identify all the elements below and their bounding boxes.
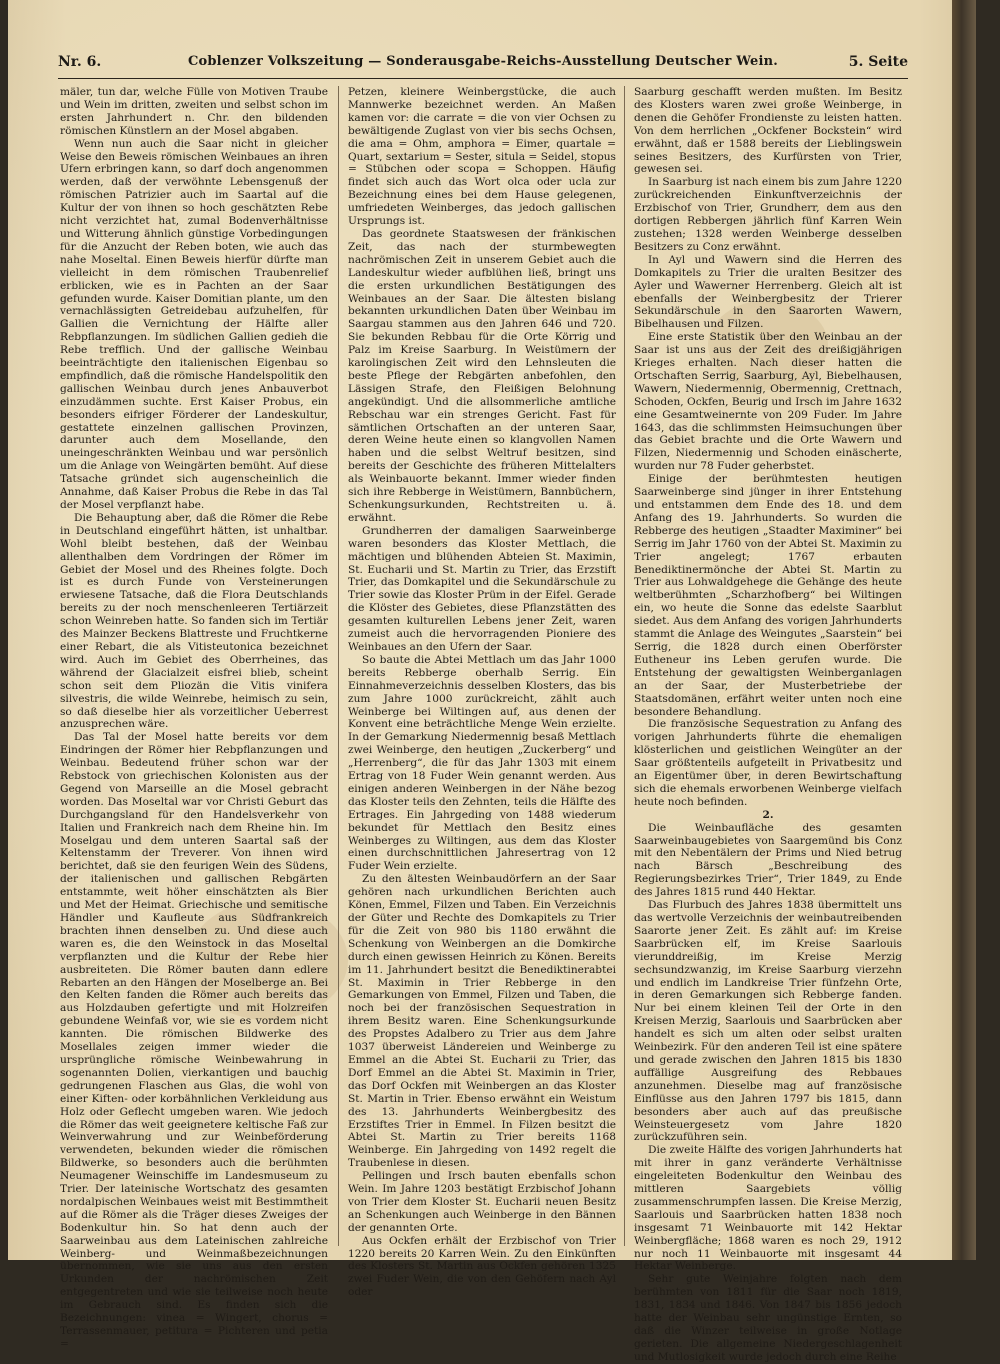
column-divider — [624, 86, 625, 1246]
paragraph: Die französische Sequestration zu Anfang des vorigen Jahrhunderts führte die ehemaligen klösterlichen und geistlichen Weingüter an der Saar größtenteils aufgeteilt in Privatbesitz und an Eigentümer über, in deren Bewirtschaftung sich die ehemals erworbenen Weinberge vielfach heute noch befinden. — [634, 718, 902, 808]
paragraph: Die Behauptung aber, daß die Römer die Rebe in Deutschland eingeführt hätten, ist unhaltbar. Wohl bleibt bestehen, daß der Weinbau allenthalben dem Vordringen der Römer im Gebiet der Mosel und des Rheines folgte. Doch ist es durch Funde von Versteinerungen erwiesene Tatsache, daß die Flora Deutschlands bereits zu der noch menschenleeren Tertiärzeit schon Weinreben hatte. So fanden sich im Tertiär des Mainzer Beckens Blattreste und Fruchtkerne einer Rebart, die als Vitisteutonica bezeichnet wird. Auch im Gebiet des Oberrheines, das während der Glacialzeit eisfrei blieb, scheint schon seit dem Pliozän die Vitis vinifera silvestris, die wilde Weinrebe, heimisch zu sein, so daß dieselbe hier als vorzeitlicher Ueberrest anzusprechen wäre. — [60, 511, 328, 731]
page-label: 5. Seite — [848, 54, 908, 70]
paragraph: Aus Ockfen erhält der Erzbischof von Trier 1220 bereits 20 Karren Wein. Zu den Einkünften des Klosters St. Martin aus Ockfen gehören 1325 zwei Fuder Wein, die von den Gehöfern nach Ayl oder — [348, 1234, 616, 1299]
book-binding-edge — [952, 0, 976, 1260]
running-title: Coblenzer Volkszeitung — Sonderausgabe-Reichs-Ausstellung Deutscher Wein. — [187, 54, 779, 69]
paragraph: So baute die Abtei Mettlach um das Jahr 1000 bereits Rebberge oberhalb Serrig. Ein Einnahmeverzeichnis desselben Klosters, das bis zum Jahre 1000 zurückreicht, zählt auch Weinberge bei Wiltingen auf, aus denen der Konvent eine beträchtliche Menge Wein erzielte. In der Gemarkung Niedermennig besaß Mettlach zwei Weinberge, den heutigen „Zuckerberg“ und „Herrenberg“, die für das Jahr 1303 mit einem Ertrag von 18 Fuder Wein genannt werden. Aus einigen anderen Weinbergen in der Nähe bezog das Kloster teils den Zehnten, teils die Hälfte des Ertrages. Ein Jahrgeding von 1488 wiederum bekundet für Mettlach den Besitz eines Weinberges zu Wiltingen, aus dem das Kloster einen durchschnittlichen Jahresertrag von 12 Fuder Wein erzielte. — [348, 653, 616, 873]
paragraph: Petzen, kleinere Weinbergstücke, die auch Mannwerke bezeichnet werden. An Maßen kamen vor: die carrate = die von vier Ochsen zu bewältigende Zuglast von vier bis sechs Ochsen, die ama = Ohm, amphora = Eimer, quartale = Quart, sextarium = Sester, situla = Seidel, stopus = Stübchen oder scopa = Schoppen. Häufig findet sich auch das Wort olca oder ucla zur Bezeichnung eines bei dem Hause gelegenen, umfriedeten Weinberges, das jedoch gallischen Ursprungs ist. — [348, 86, 616, 228]
paragraph: Das geordnete Staatswesen der fränkischen Zeit, das nach der sturmbewegten nachrömischen Zeit in unserem Gebiet auch die Landeskultur wieder aufblühen ließ, bringt uns die ersten urkundlichen Bestätigungen des Weinbaues an der Saar. Die ältesten bislang bekannten urkundlichen Daten über Weinbau im Saargau stammen aus den Jahren 646 und 720. Sie bekunden Rebbau für die Orte Körrig und Palz im Kreise Saarburg. In Weistümern der karolingischen Zeit wird den Lehnsleuten die beste Pflege der Rebgärten anbefohlen, den Lässigen Strafe, den Fleißigen Belohnung angekündigt. Und die allsommerliche amtliche Rebschau war ein strenges Gericht. Fast für sämtlichen Ortschaften an der unteren Saar, deren Weine heute einen so klangvollen Namen haben und die selbst Weltruf besitzen, sind bereits der Geschichte des früheren Mittelalters als Weinbauorte bekannt. Immer wieder finden sich ihre Rebberge in Weistümern, Bannbüchern, Schenkungsurkunden, Rechtstreiten u. ä. erwähnt. — [348, 227, 616, 524]
paragraph: Das Flurbuch des Jahres 1838 übermittelt uns das wertvolle Verzeichnis der weinbautreibenden Saarorte jener Zeit. Es zählt auf: im Kreise Saarbrücken elf, im Kreise Saarlouis vierunddreißig, im Kreise Merzig sechsundzwanzig, im Kreise Saarburg vierzehn und endlich im Landkreise Trier fünfzehn Orte, in deren Gemarkungen sich Rebberge fanden. Nur bei einem kleinen Teil der Orte in den Kreisen Merzig, Saarlouis und Saarbrücken aber handelt es sich um alten oder selbst uralten Weinbezirk. Für den anderen Teil ist eine spätere und gerade zwischen den Jahren 1815 bis 1830 auffällige Ausgreifung des Rebbaues anzunehmen. Dieselbe mag auf französische Einflüsse aus den Jahren 1797 bis 1815, dann besonders aber auch auf das preußische Weinsteuergesetz vom Jahre 1820 zurückzuführen sein. — [634, 899, 902, 1144]
section-number: 2. — [762, 808, 774, 821]
paragraph: Einige der berühmtesten heutigen Saarweinberge sind jünger in ihrer Entstehung und entstammen dem Ende des 18. und dem Anfang des 19. Jahrhunderts. So wurden die Rebberge des heutigen „Staadter Maximiner“ bei Serrig im Jahr 1760 von der Abtei St. Maximin zu Trier angelegt; 1767 erbauten Benediktinermönche der Abtei St. Martin zu Trier aus Lohwaldgehege die Gehänge des heute weltberühmten „Scharzhofberg“ bei Wiltingen ein, wo heute die Sonne das edelste Saarblut siedet. Aus dem Anfang des vorigen Jahrhunderts stammt die Anlage des Weingutes „Saarstein“ bei Serrig, die 1828 durch einen Oberförster Eutheneur ins Leben gerufen wurde. Die Entstehung der gewaltigsten Weinberganlagen an der Saar, der Musterbetriebe der Staatsdomänen, erfährt weiter unten noch eine besondere Behandlung. — [634, 473, 902, 718]
paragraph: Grundherren der damaligen Saarweinberge waren besonders das Kloster Mettlach, die mächtigen und blühenden Abteien St. Maximin, St. Eucharii und St. Martin zu Trier, das Erzstift Trier, das Domkapitel und die Sekundärschule zu Trier sowie das Kloster Prüm in der Eifel. Gerade die Klöster des Gebietes, diese Pflanzstätten des gesamten kulturellen Lebens jener Zeit, waren zumeist auch die hervorragenden Pioniere des Weinbaues an den Ufern der Saar. — [348, 524, 616, 653]
paragraph: In Saarburg ist nach einem bis zum Jahre 1220 zurückreichenden Einkunftverzeichnis der Erzbischof von Trier, Grundherr, dem aus den dortigen Rebbergen jährlich fünf Karren Wein zustehen; 1328 werden Weinberge desselben Besitzers zu Conz erwähnt. — [634, 176, 902, 253]
paragraph: In Ayl und Wawern sind die Herren des Domkapitels zu Trier die uralten Besitzer des Ayler und Wawerner Herrenberg. Gleich alt ist ebenfalls der Weinbergbesitz der Trierer Sekundärschule in den Saarorten Wawern, Bibelhausen und Filzen. — [634, 253, 902, 331]
issue-number: Nr. 6. — [58, 54, 102, 70]
header-rule — [58, 78, 908, 79]
paragraph: Eine erste Statistik über den Weinbau an der Saar ist uns aus der Zeit des dreißigjährigen Krieges erhalten. Nach dieser hatten die Ortschaften Serrig, Saarburg, Ayl, Biebelhausen, Wawern, Niedermennig, Obermennig, Crettnach, Schoden, Ockfen, Beurig und Irsch im Jahre 1632 eine Gesamtweinernte von 209 Fuder. Im Jahre 1643, das die schlimmsten Heimsuchungen über das Gebiet brachte und die Orte Wawern und Filzen, Niedermennig und Schoden einäscherte, wurden nur 78 Fuder geherbstet. — [634, 331, 902, 473]
paragraph: Die zweite Hälfte des vorigen Jahrhunderts hat mit ihrer in ganz veränderte Verhältnisse eingeleiteten Bodenkultur den Weinbau des mittleren Saargebiets völlig zusammenschrumpfen lassen. Die Kreise Merzig, Saarlouis und Saarbrücken hatten 1838 noch insgesamt 71 Weinbauorte mit 142 Hektar Weinbergfläche; 1868 waren es noch 29, 1912 nur noch 11 Weinbauorte mit insgesamt 44 Hektar Weinberge. — [634, 1144, 902, 1273]
paragraph: Die Weinbaufläche des gesamten Saarweinbaugebietes von Saargemünd bis Conz mit den Nebentälern der Prims und Nied betrug nach Bärsch „Beschreibung des Regierungsbezirkes Trier“, Trier 1849, zu Ende des Jahres 1815 rund 440 Hektar. — [634, 821, 902, 899]
paragraph: Sehr gute Weinjahre folgten nach dem berühmten von 1811 für die Saar noch 1819, 1831, 1834 und 1846. Von 1847 bis 1856 jedoch hatte der Weinbau sehr ungünstige Ernten, so daß die Winzer teilweise in große Notlage gerieten. Die allgemeine Niedergeschlagenheit und Mutlosigkeit wurde jedoch durch eine Reihe — [634, 1273, 902, 1363]
paragraph: Pellingen und Irsch bauten ebenfalls schon Wein. Im Jahre 1203 bestätigt Erzbischof Johann von Trier dem Kloster St. Eucharii neuen Besitz an Schenkungen auch Weinberge in den Bännen der genannten Orte. — [348, 1170, 616, 1234]
paragraph: Saarburg geschafft werden mußten. Im Besitz des Klosters waren zwei große Weinberge, in denen die Gehöfer Frondienste zu leisten hatten. Von dem herrlichen „Ockfener Bockstein“ wird erwähnt, daß er 1588 bereits der Lieblingswein seines Besitzers, des Kurfürsten von Trier, gewesen sei. — [634, 86, 902, 176]
page-header — [58, 52, 908, 74]
newspaper-page — [8, 0, 976, 1363]
text-column-2 — [348, 86, 616, 1299]
text-column-3 — [634, 86, 902, 1363]
paragraph: Wenn nun auch die Saar nicht in gleicher Weise den Beweis römischen Weinbaues an ihren Ufern erbringen kann, so darf doch angenommen werden, daß der verwöhnte Lebensgenuß der römischen Patrizier auch im Saartal auf die Kultur der von ihnen so hoch geschätzten Rebe nicht verzichtet hat, zumal Bodenverhältnisse und Witterung ähnlich günstige Vorbedingungen für die Anzucht der Reben boten, wie auch das nahe Moseltal. Einen Beweis hierfür dürfte man vielleicht in dem römischen Traubenrelief erblicken, wie es in Pachten an der Saar gefunden wurde. Kaiser Domitian plante, um den vernachlässigten Getreidebau aufzuhelfen, für Gallien die Vernichtung der Hälfte aller Rebpflanzungen. Im südlichen Gallien gedieh die Rebe trefflich. Und der gallische Weinbau beeinträchtigte den italienischen Eigenbau so empfindlich, daß die römische Handelspolitik den gallischen Weinbau durch jenes Anbauverbot einzudämmen suchte. Erst Kaiser Probus, ein besonders eifriger Förderer der Landeskultur, gestattete einzelnen gallischen Provinzen, darunter auch dem Mosellande, den uneingeschränkten Weinbau und war persönlich um die Anlage von Weingärten bemüht. Auf diese Tatsache gründet sich augenscheinlich die Annahme, daß Kaiser Probus die Rebe in das Tal der Mosel verpflanzt habe. — [60, 137, 328, 511]
paragraph: mäler, tun dar, welche Fülle von Motiven Traube und Wein im dritten, zweiten und selbst schon im ersten Jahrhundert n. Chr. den bildenden römischen Künstlern an der Mosel abgaben. — [60, 86, 328, 137]
paragraph: Zu den ältesten Weinbaudörfern an der Saar gehören nach urkundlichen Berichten auch Könen, Emmel, Filzen und Taben. Ein Verzeichnis der Güter und Rechte des Domkapitels zu Trier für die Zeit von 980 bis 1180 erwähnt die Schenkung von Weinbergen an die Domkirche durch einen gewissen Heinrich zu Könen. Bereits im 11. Jahrhundert besitzt die Benediktinerabtei St. Maximin in Trier Rebberge in den Gemarkungen von Emmel, Filzen und Taben, die noch bei der französischen Sequestration in ihrem Besitz waren. Eine Schenkungsurkunde des Propstes Adalbero zu Trier aus dem Jahre 1037 überweist Ländereien und Weinberge zu Emmel an die Abtei St. Eucharii zu Trier, das Dorf Emmel an die Abtei St. Maximin in Trier, das Dorf Ockfen mit Weinbergen an das Kloster St. Martin in Trier. Ebenso erwähnt ein Weistum des 13. Jahrhunderts Weinbergbesitz des Erzstiftes Trier in Emmel. In Filzen besitzt die Abtei St. Martin zu Trier bereits 1168 Weinberge. Ein Jahrgeding von 1492 regelt die Traubenlese in diesen. — [348, 873, 616, 1170]
text-column-1 — [60, 86, 328, 1350]
column-divider — [338, 86, 339, 1246]
paragraph: Das Tal der Mosel hatte bereits vor dem Eindringen der Römer hier Rebpflanzungen und Weinbau. Bedeutend früher schon war der Rebstock von griechischen Kolonisten aus der Gegend von Marseille an die Mosel gebracht worden. Das Moseltal war vor Christi Geburt das Durchgangsland für den Handelsverkehr von Italien und Frankreich nach dem Rheine hin. Im Moselgau und dem unteren Saartal saß der Keltenstamm der Treverer. Von ihnen wird berichtet, daß sie den feurigen Wein des Südens, der italienischen und gallischen Rebgärten entstammte, weit höher einschätzten als Bier und Met der Heimat. Griechische und semitische Händler und Kaufleute aus Südfrankreich brachten ihnen denselben zu. Und diese auch waren es, die den Weinstock in das Moseltal verpflanzten und die Kultur der Rebe hier ausbreiteten. Die Römer bauten dann edlere Rebarten an den Hängen der Moselberge an. Bei den Kelten fanden die Römer auch bereits das aus Holzdauben gefertigte und mit Holzreifen gebundene Weinfaß vor, wie sie es vordem nicht kannten. Die römischen Bildwerke des Mosellales zeigen immer wieder die ursprüngliche römische Weinbewahrung in sogenannten Dolien, vierkantigen und bauchig gedrungenen Flaschen aus Glas, die wohl von einer Kiften- oder korbähnlichen Verkleidung aus Holz oder Geflecht umgeben waren. Wie jedoch die Römer das weit geeignetere keltische Faß zur Weinverwahrung und zur Weinbeförderung verwendeten, bekunden wieder die römischen Bildwerke, so besonders auch die berühmten Neumagener Weinschiffe im Landesmuseum zu Trier. Der lateinische Wortschatz des gesamten nordalpischen Weinbaues weist mit Bestimmtheit auf die Römer als die Träger dieses Zweiges der Bodenkultur hin. So hat denn auch der Saarweinbau aus dem Lateinischen zahlreiche Weinberg- und Weinmaßbezeichnungen übernommen, wie sie uns aus den ersten Urkunden der nachrömischen Zeit entgegentreten und wie sie teilweise noch heute im Gebrauch sind. Es finden sich die Bezeichnungen: vinea = Wingert, chorus = Terrassenmauer, petitura = Pichteren und petia = — [60, 731, 328, 1350]
